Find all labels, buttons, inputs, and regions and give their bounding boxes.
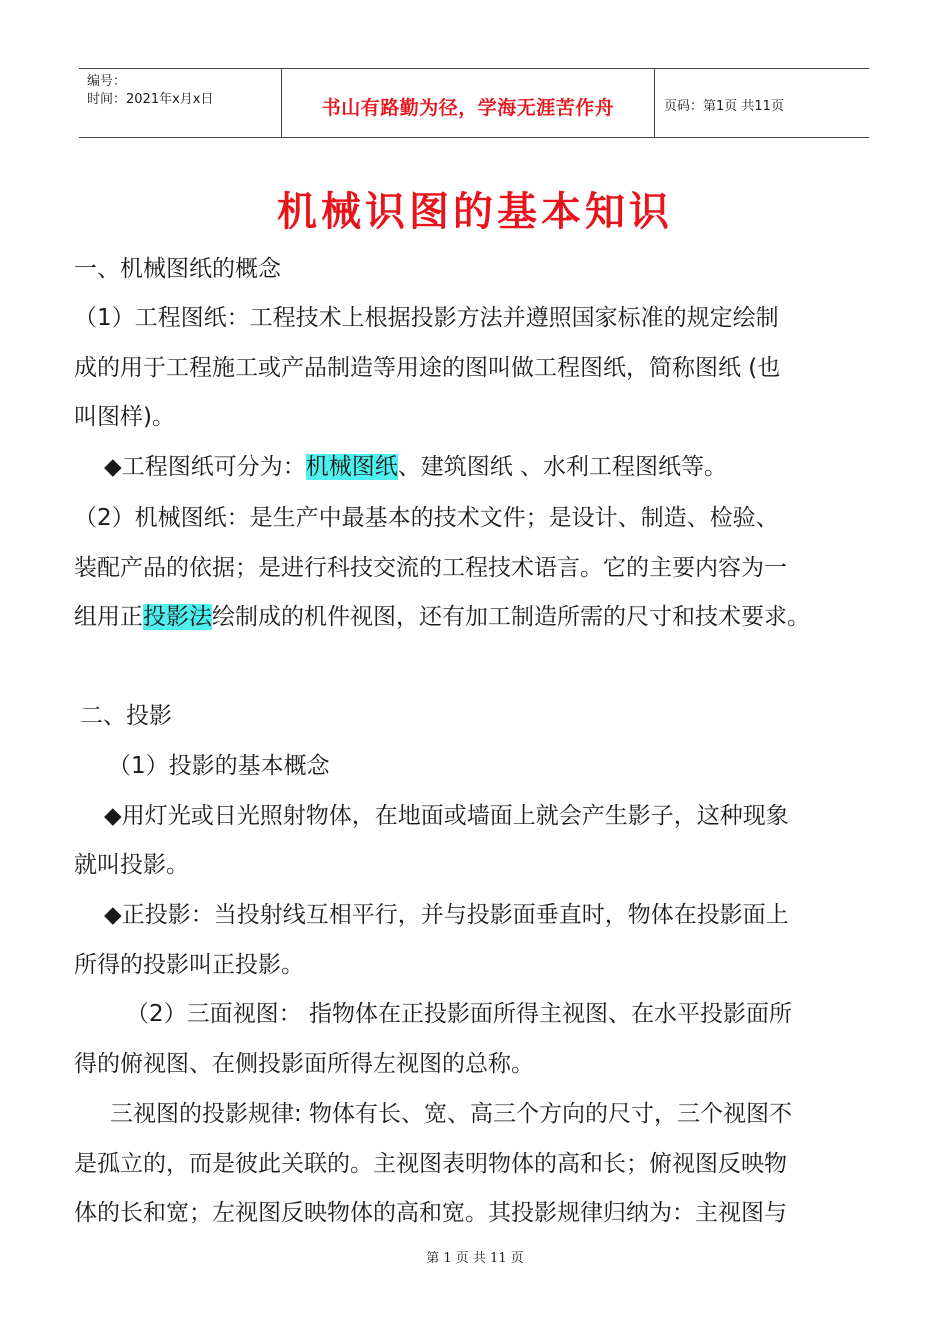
document-title: 机械识图的基本知识	[277, 188, 673, 235]
paragraph-line: 是孤立的，而是彼此关联的。主视图表明物体的高和长；俯视图反映物	[74, 1151, 787, 1177]
paragraph-line: 三视图的投影规律: 物体有长、宽、高三个方向的尺寸，三个视图不	[110, 1101, 793, 1127]
bullet-text: 、建筑图纸 、水利工程图纸等。	[397, 454, 728, 480]
paragraph-text: 绘制成的机件视图，还有加工制造所需的尺寸和技术要求。	[212, 604, 810, 630]
paragraph-line: 所得的投影叫正投影。	[74, 952, 304, 978]
section-heading-2: 二、投影	[80, 703, 172, 729]
paragraph-text: 组用正	[74, 604, 143, 630]
header-motto-cell	[281, 69, 655, 137]
subheading: （1）投影的基本概念	[108, 753, 330, 779]
subheading: （2）三面视图： 指物体在正投影面所得主视图、在水平投影面所	[126, 1001, 792, 1027]
bullet-line: ◆用灯光或日光照射物体，在地面或墙面上就会产生影子，这种现象	[104, 803, 789, 829]
page-code: 页码：第1页 共11页	[664, 99, 784, 114]
section-heading-1: 一、机械图纸的概念	[74, 256, 281, 282]
time-label: 时间：2021年x月x日	[87, 92, 214, 107]
paragraph-line: 得的俯视图、在侧投影面所得左视图的总称。	[74, 1051, 534, 1077]
paragraph-line	[74, 602, 810, 632]
header-page-cell	[654, 69, 869, 137]
paragraph-line: 叫图样)。	[74, 404, 175, 430]
serial-label: 编号：	[87, 74, 127, 89]
paragraph-line: 装配产品的依据；是进行科技交流的工程技术语言。它的主要内容为一	[74, 555, 787, 581]
bullet-line	[104, 452, 727, 482]
bullet-line: ◆正投影：当投射线互相平行，并与投影面垂直时，物体在投影面上	[104, 902, 789, 928]
header-info-cell	[79, 69, 281, 137]
paragraph-line: 就叫投影。	[74, 852, 189, 878]
paragraph-line: 体的长和宽；左视图反映物体的高和宽。其投影规律归纳为：主视图与	[74, 1200, 787, 1226]
highlighted-term: 机械图纸	[305, 454, 398, 480]
page-footer: 第 1 页 共 11 页	[426, 1251, 524, 1266]
motto: 书山有路勤为径，学海无涯苦作舟	[321, 97, 615, 119]
header-table	[79, 68, 869, 138]
paragraph-line: （2）机械图纸：是生产中最基本的技术文件；是设计、制造、检验、	[74, 505, 779, 531]
bullet-text: ◆工程图纸可分为：	[104, 454, 306, 480]
paragraph-line: 成的用于工程施工或产品制造等用途的图叫做工程图纸，简称图纸 (也	[74, 355, 781, 381]
paragraph-line: （1）工程图纸：工程技术上根据投影方法并遵照国家标准的规定绘制	[74, 305, 779, 331]
highlighted-term: 投影法	[143, 604, 212, 630]
